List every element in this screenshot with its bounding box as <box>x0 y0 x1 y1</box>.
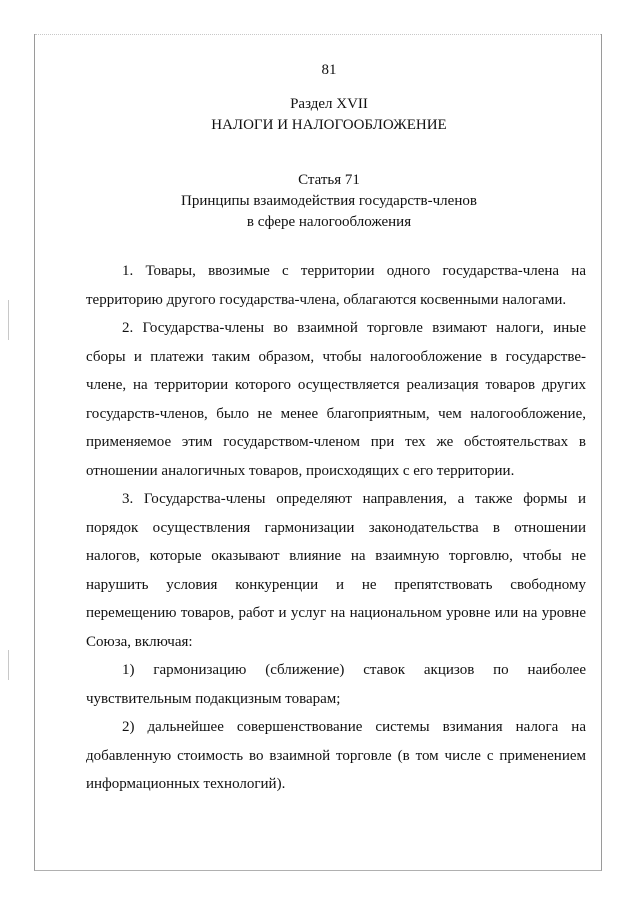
article-body <box>86 257 586 799</box>
scan-mark <box>8 650 9 680</box>
paragraph-2: 2. Государства-члены во взаимной торговле взимают налоги, иные сборы и платежи таким образом, чтобы налогообложение в государстве-члене, на территории которого осуществляется реализация товаров других государств-членов, было не менее благоприятным, чем налогообложение, применяемое этим государством-членом при тех же обстоятельствах в отношении аналогичных товаров, происходящих с его территории. <box>86 320 586 479</box>
article-label: Статья 71 <box>298 172 360 188</box>
article-title-line-2: в сфере налогообложения <box>246 214 412 230</box>
article-title-line-1: Принципы взаимодействия государств-членов <box>181 193 477 209</box>
paragraph-5: 2) дальнейшее совершенствование системы взимания налога на добавленную стоимость во взаимной торговле (в том числе с применением информационных технологий). <box>86 719 586 792</box>
section-title: НАЛОГИ И НАЛОГООБЛОЖЕНИЕ <box>211 117 447 133</box>
section-label: Раздел XVII <box>290 96 368 112</box>
paragraph-1: 1. Товары, ввозимые с территории одного государства-члена на территорию другого государства-члена, облагаются косвенными налогами. <box>86 263 586 308</box>
document-content <box>86 60 586 799</box>
page-number: 81 <box>321 62 337 78</box>
paragraph-4: 1) гармонизацию (сближение) ставок акцизов по наиболее чувствительным подакцизным товарам; <box>86 662 586 707</box>
paragraph-3: 3. Государства-члены определяют направления, а также формы и порядок осуществления гармонизации законодательства в отношении налогов, которые оказывают влияние на взаимную торговлю, чтобы не нарушить условия конкуренции и не препятствовать свободному перемещению товаров, работ и услуг на национальном уровне или на уровне Союза, включая: <box>86 491 586 650</box>
scan-mark <box>8 300 9 340</box>
